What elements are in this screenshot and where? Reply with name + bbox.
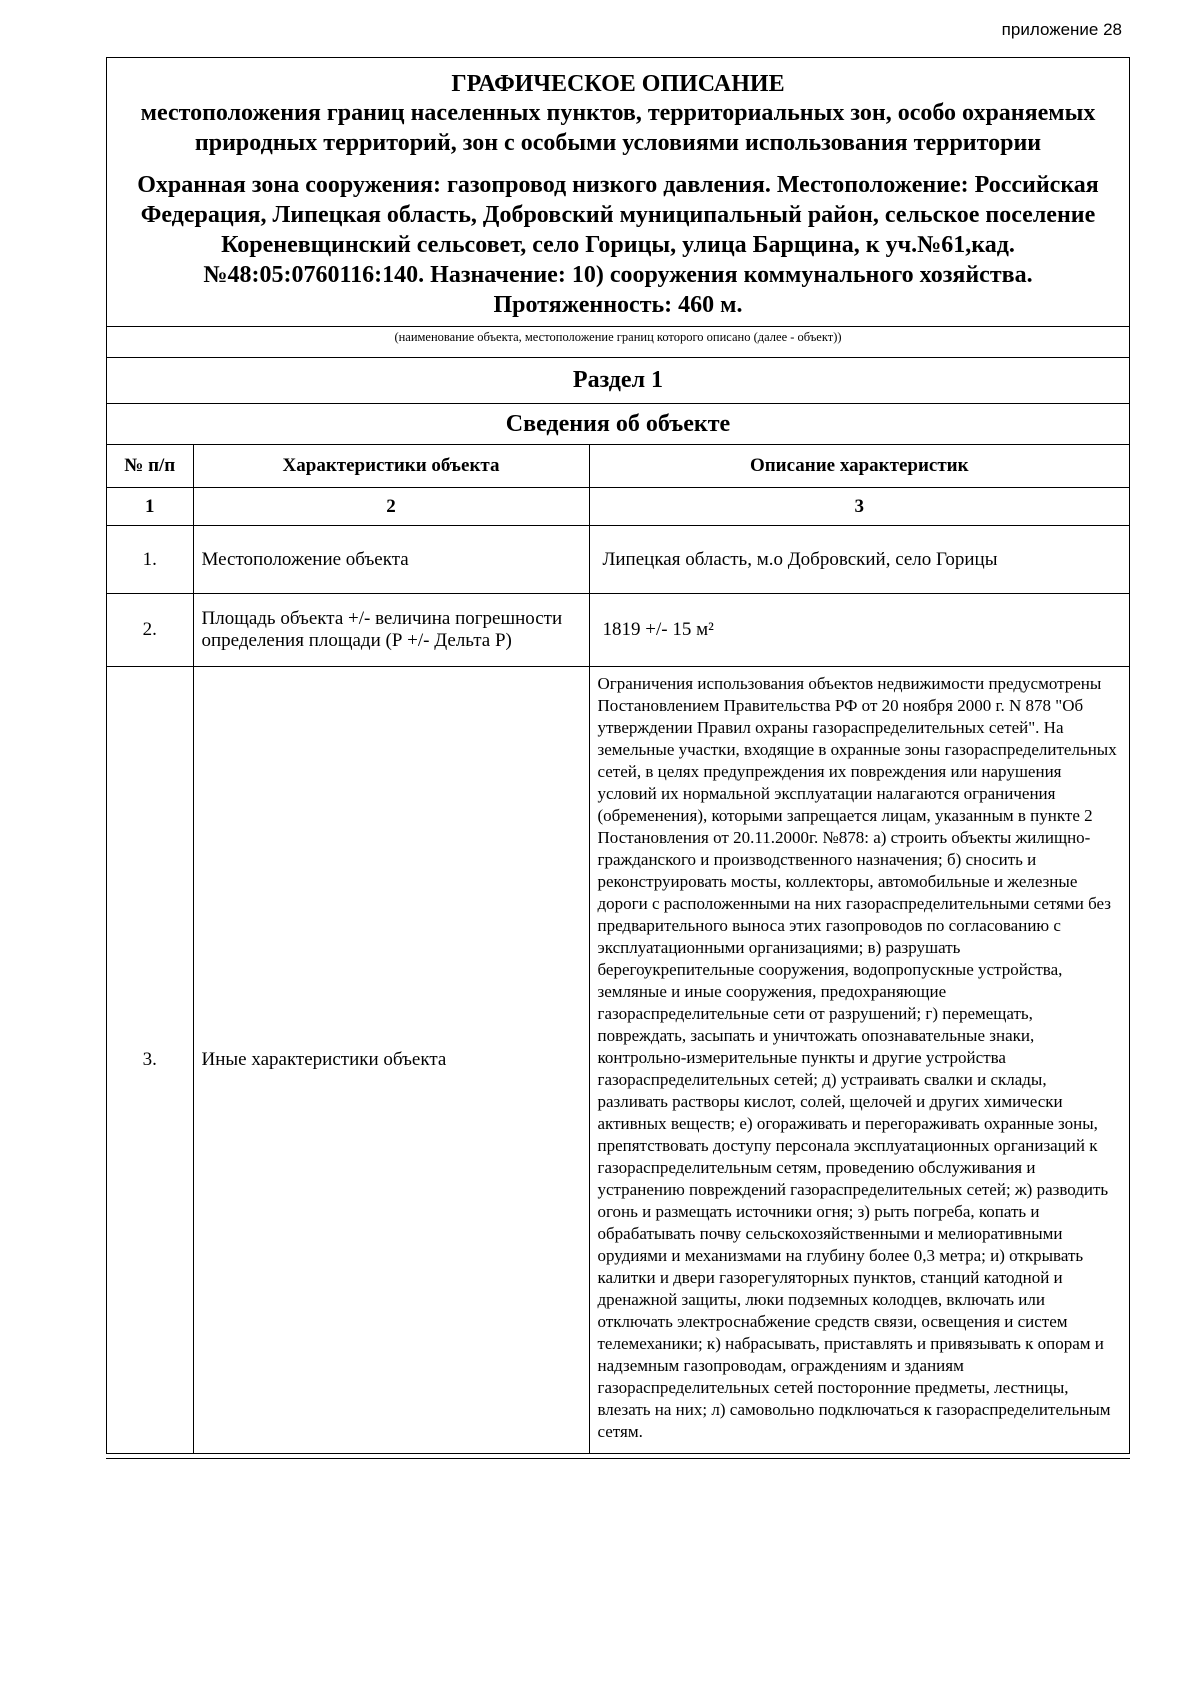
document-sheet xyxy=(106,57,1130,1454)
column-number-row xyxy=(107,488,1129,526)
table-row xyxy=(107,594,1129,667)
row-description: Липецкая область, м.о Добровский, село Горицы xyxy=(589,526,1129,594)
object-caption: (наименование объекта, местоположение границ которого описано (далее - объект)) xyxy=(107,326,1129,357)
table-row xyxy=(107,526,1129,594)
title-block xyxy=(107,58,1129,326)
object-info-table xyxy=(107,444,1129,1454)
document-title: ГРАФИЧЕСКОЕ ОПИСАНИЕ xyxy=(451,71,785,97)
section-heading: Раздел 1 xyxy=(107,357,1129,403)
column-number: 1 xyxy=(107,488,193,526)
row-description: 1819 +/- 15 м² xyxy=(589,594,1129,667)
row-characteristic: Местоположение объекта xyxy=(193,526,589,594)
row-description: Ограничения использования объектов недвижимости предусмотрены Постановлением Правительства РФ от 20 ноября 2000 г. N 878 "Об утверждении Правил охраны газораспределительных сетей". На земельные участки, входящие в охранные зоны газораспределительных сетей, в целях предупреждения их повреждения или нарушения условий их нормальной эксплуатации налагаются ограничения (обременения), которыми запрещается лицам, указанным в пункте 2 Постановления от 20.11.2000г. №878: а) строить объекты жилищно-гражданского и производственного назначения; б) сносить и реконструировать мосты, коллекторы, автомобильные и железные дороги с расположенными на них газораспределительными сетями без предварительного выноса этих газопроводов по согласованию с эксплуатационными организациями; в) разрушать берегоукрепительные сооружения, водопропускные устройства, земляные и иные сооружения, предохраняющие газораспределительные сети от разрушений; г) перемещать, повреждать, засыпать и уничтожать опознавательные знаки, контрольно-измерительные пункты и другие устройства газораспределительных сетей; д) устраивать свалки и склады, разливать растворы кислот, солей, щелочей и других химически активных веществ; е) огораживать и перегораживать охранные зоны, препятствовать доступу персонала эксплуатационных организаций к газораспределительным сетям, проведению обслуживания и устранению повреждений газораспределительных сетей; ж) разводить огонь и размещать источники огня; з) рыть погреба, копать и обрабатывать почву сельскохозяйственными и мелиоративными орудиями и механизмами на глубину более 0,3 метра; и) открывать калитки и двери газорегуляторных пунктов, станций катодной и дренажной защиты, люки подземных колодцев, включать или отключать электроснабжение средств связи, освещения и систем телемеханики; к) набрасывать, приставлять и привязывать к опорам и надземным газопроводам, ограждениям и зданиям газораспределительных сетей посторонние предметы, лестницы, влезать на них; л) самовольно подключаться к газораспределительным сетям. xyxy=(589,667,1129,1454)
table-header-row xyxy=(107,445,1129,488)
column-number: 2 xyxy=(193,488,589,526)
bottom-border xyxy=(106,1458,1130,1459)
row-number: 3. xyxy=(107,667,193,1454)
header-description: Описание характеристик xyxy=(589,445,1129,488)
header-characteristic: Характеристики объекта xyxy=(193,445,589,488)
section-subheading: Сведения об объекте xyxy=(107,403,1129,444)
object-description: Охранная зона сооружения: газопровод низкого давления. Местоположение: Российская Федерация, Липецкая область, Добровский муниципальный район, сельское поселение Кореневщинский сельсовет, село Горицы, улица Барщина, к уч.№61,кад.№48:05:0760116:140. Назначение: 10) сооружения коммунального хозяйства. Протяженность: 460 м. xyxy=(137,172,1099,318)
column-number: 3 xyxy=(589,488,1129,526)
row-number: 1. xyxy=(107,526,193,594)
document-subtitle: местоположения границ населенных пунктов, территориальных зон, особо охраняемых природных территорий, зон с особыми условиями использования территории xyxy=(140,100,1096,156)
appendix-label: приложение 28 xyxy=(1001,20,1122,39)
header-number: № п/п xyxy=(107,445,193,488)
row-characteristic: Площадь объекта +/- величина погрешности определения площади (Р +/- Дельта Р) xyxy=(193,594,589,667)
table-row xyxy=(107,667,1129,1454)
row-characteristic: Иные характеристики объекта xyxy=(193,667,589,1454)
row-number: 2. xyxy=(107,594,193,667)
